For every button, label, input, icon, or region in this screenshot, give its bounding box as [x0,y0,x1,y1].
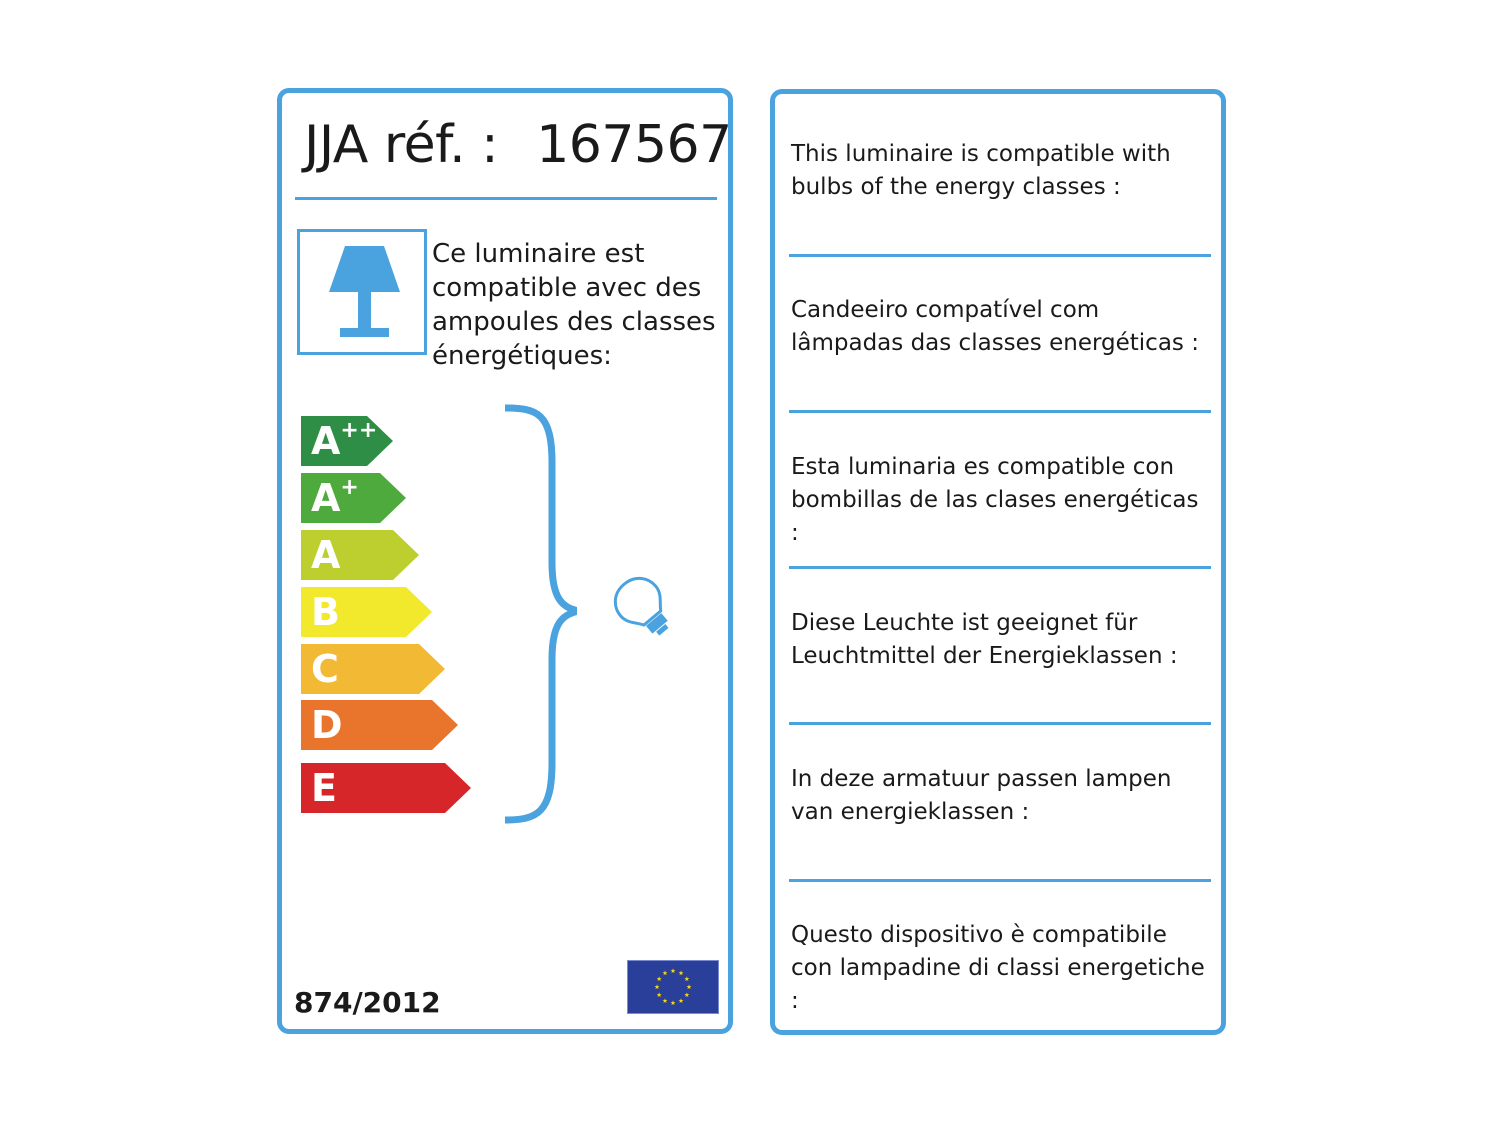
statement-nl: In deze armatuur passen lampen van energieklassen : [791,766,1172,825]
eu-star [684,992,689,997]
eu-flag-icon [627,960,719,1014]
french-label-panel [277,88,733,1034]
energy-class-label: B [311,590,340,634]
statement-divider [789,879,1211,882]
energy-class-aplus [301,473,406,523]
statement-it: Questo dispositivo è compatibile con lampadine di classi energetiche : [791,922,1205,1014]
energy-class-label: E [311,766,337,810]
energy-class-label: D [311,703,343,747]
eu-star [671,968,676,973]
statement-de: Diese Leuchte ist geeignet für Leuchtmittel der Energieklassen : [791,610,1178,669]
statement-pt: Candeeiro compatível com lâmpadas das classes energéticas : [791,297,1199,356]
regulation-number: 874/2012 [294,986,441,1019]
energy-class-c [301,644,445,694]
energy-class-label: A+ [311,475,359,520]
eu-star [663,998,668,1003]
eu-star [679,971,684,976]
energy-class-d [301,700,458,750]
eu-star [663,971,668,976]
statement-divider [789,722,1211,725]
energy-class-b [301,587,432,637]
statement-divider [789,254,1211,257]
table-lamp-icon [297,229,427,355]
eu-star [671,1000,676,1005]
energy-class-label: A++ [311,418,378,463]
statement-es: Esta luminaria es compatible con bombillas de las clases energéticas : [791,454,1199,546]
eu-star [655,984,660,989]
statement-divider [789,410,1211,413]
reference-label: JJA réf. : [304,115,499,175]
curly-brace [497,403,577,828]
reference-number: 167567 [536,115,732,175]
statement-en: This luminaire is compatible with bulbs of the energy classes : [791,141,1171,200]
multilingual-panel [770,89,1226,1035]
energy-class-e [301,763,471,813]
energy-class-a [301,530,419,580]
eu-star [679,998,684,1003]
statement-divider [789,566,1211,569]
eu-star [687,984,692,989]
reference-title [304,115,732,175]
energy-class-aplusplus [301,416,393,466]
light-bulb-icon [607,571,682,646]
energy-class-label: C [311,647,339,691]
compatibility-text-fr: Ce luminaire est compatible avec des ampoules des classes énergétiques: [432,239,716,371]
eu-star [657,992,662,997]
eu-star [657,976,662,981]
title-divider [295,197,717,200]
energy-class-label: A [311,533,341,577]
eu-star [684,976,689,981]
